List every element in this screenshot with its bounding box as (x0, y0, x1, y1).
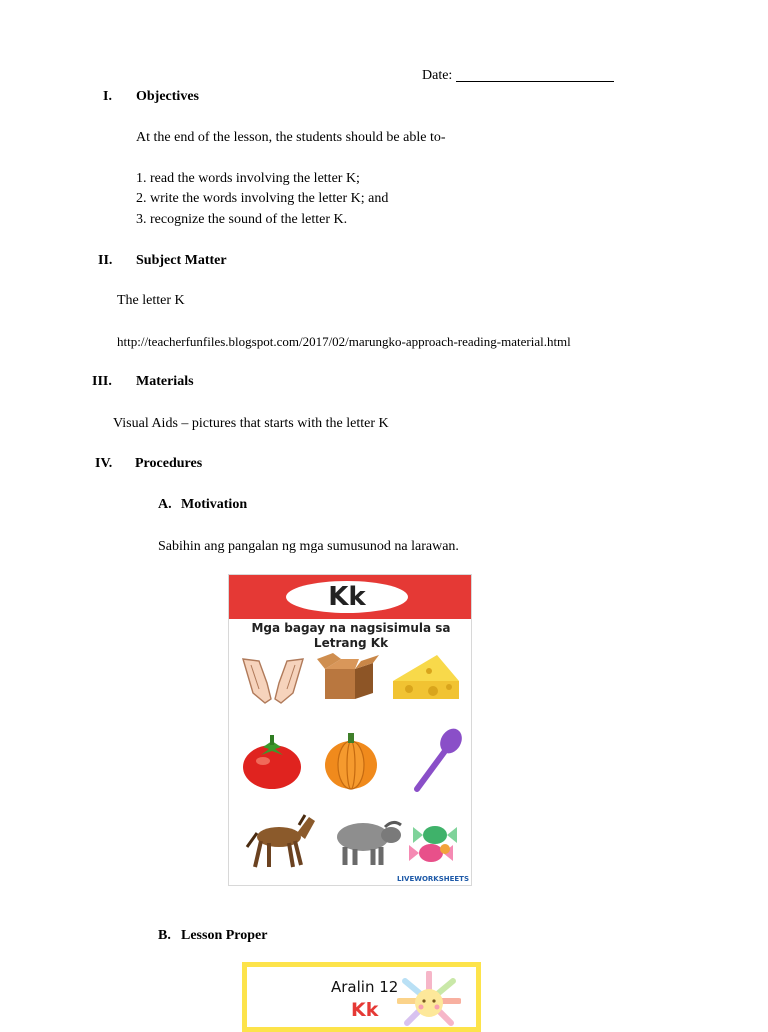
motivation-label: A. (158, 497, 172, 512)
motivation-image (228, 574, 472, 886)
materials-numeral: III. (92, 374, 112, 389)
objectives-intro: At the end of the lesson, the students should be able to- (136, 130, 446, 145)
subject-matter-numeral: II. (98, 253, 113, 268)
objective-item-1: 1. read the words involving the letter K; (136, 171, 360, 186)
objectives-numeral: I. (103, 89, 112, 104)
date-blank-line (456, 67, 614, 82)
materials-heading: Materials (136, 374, 194, 389)
lesson-letter: Kk (351, 999, 379, 1021)
pumpkin-icon (323, 727, 379, 791)
tomato-icon (241, 731, 303, 791)
image-heading: Kk (286, 581, 408, 613)
objectives-heading: Objectives (136, 89, 199, 104)
image-subtitle-line-1: Mga bagay na nagsisimula sa (251, 621, 451, 635)
horse-icon (243, 811, 319, 871)
box-icon (315, 653, 381, 703)
carabao-icon (333, 813, 403, 869)
subject-matter-heading: Subject Matter (136, 253, 227, 268)
date-field (422, 67, 614, 84)
hands-icon (239, 653, 307, 709)
lesson-proper-image (242, 962, 481, 1032)
procedures-numeral: IV. (95, 456, 113, 471)
subject-topic: The letter K (117, 293, 185, 308)
motivation-instruction: Sabihin ang pangalan ng mga sumusunod na larawan. (158, 539, 459, 554)
procedures-heading: Procedures (135, 456, 203, 471)
image-subtitle (229, 619, 472, 651)
lesson-proper-heading: Lesson Proper (181, 928, 268, 943)
spoon-icon (407, 727, 467, 793)
sun-icon (397, 971, 461, 1027)
objective-item-3: 3. recognize the sound of the letter K. (136, 212, 348, 227)
motivation-heading: Motivation (181, 497, 248, 512)
aralin-title: Aralin 12 (331, 978, 399, 996)
image-subtitle-line-2: Letrang Kk (313, 636, 389, 650)
objective-item-2: 2. write the words involving the letter K; and (136, 191, 389, 206)
materials-text: Visual Aids – pictures that starts with the letter K (113, 416, 389, 431)
candy-icon (405, 819, 465, 869)
lesson-proper-label: B. (158, 928, 171, 943)
liveworksheets-logo: LIVEWORKSHEETS (396, 875, 469, 883)
date-label: Date: (422, 68, 453, 83)
reference-link[interactable]: http://teacherfunfiles.blogspot.com/2017/02/marungko-approach-reading-material.html (117, 334, 571, 349)
cheese-icon (389, 651, 463, 703)
lesson-image-card (247, 967, 476, 1027)
